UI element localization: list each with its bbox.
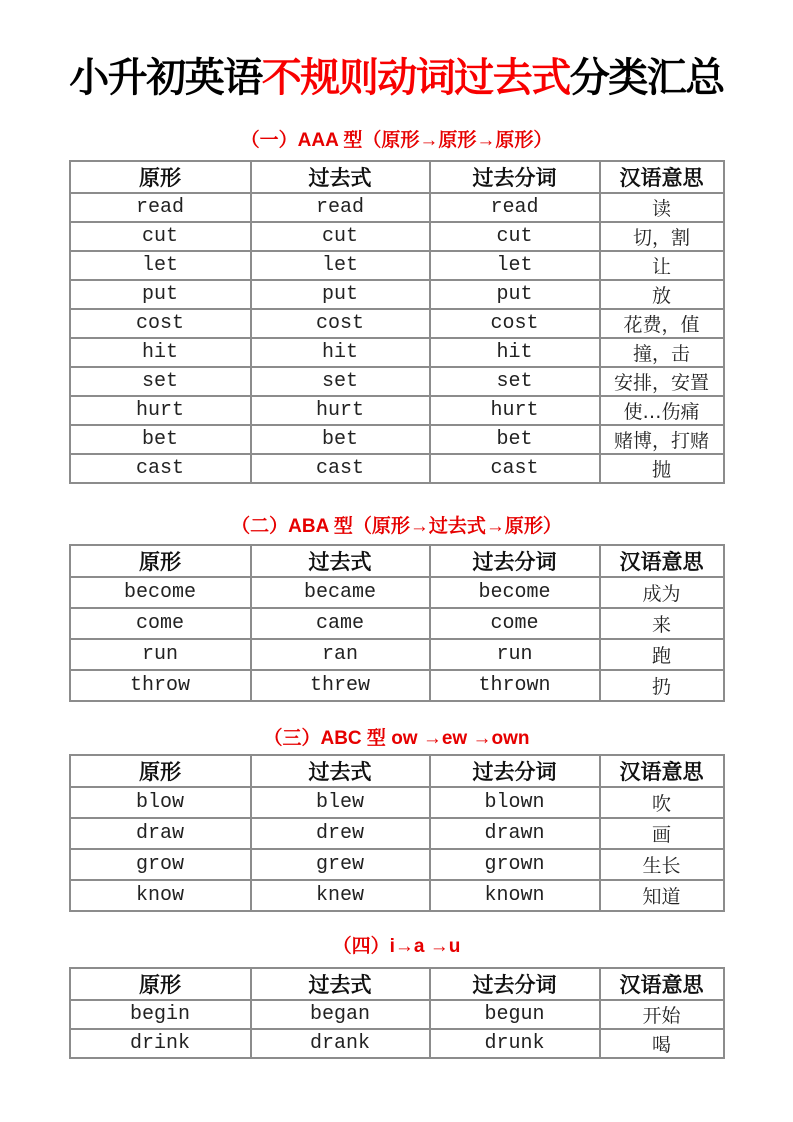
verb-table-aba bbox=[69, 544, 725, 702]
cell-past-participle: cast bbox=[430, 454, 600, 483]
cell-past-participle: thrown bbox=[430, 670, 600, 701]
col-header-past-participle: 过去分词 bbox=[430, 545, 600, 577]
cell-base-form: cost bbox=[70, 309, 251, 338]
table-row bbox=[70, 670, 724, 701]
cell-base-form: drink bbox=[70, 1029, 251, 1058]
col-header-past-tense: 过去式 bbox=[251, 161, 430, 193]
cell-past-tense: hit bbox=[251, 338, 430, 367]
col-header-past-participle: 过去分词 bbox=[430, 755, 600, 787]
page-title bbox=[0, 52, 793, 104]
col-header-past-participle: 过去分词 bbox=[430, 968, 600, 1000]
col-header-chinese-meaning: 汉语意思 bbox=[600, 545, 724, 577]
cell-meaning: 抛 bbox=[600, 454, 724, 483]
cell-meaning: 切，割 bbox=[600, 222, 724, 251]
cell-past-participle: cost bbox=[430, 309, 600, 338]
cell-past-participle: drawn bbox=[430, 818, 600, 849]
section-aaa-heading: （一）AAA 型（原形→原形→原形） bbox=[240, 130, 553, 151]
cell-base-form: know bbox=[70, 880, 251, 911]
header-row bbox=[70, 968, 724, 1000]
header-row bbox=[70, 161, 724, 193]
table-row bbox=[70, 193, 724, 222]
cell-meaning: 跑 bbox=[600, 639, 724, 670]
cell-past-tense: threw bbox=[251, 670, 430, 701]
cell-base-form: run bbox=[70, 639, 251, 670]
page-title-prefix: 小升初英语 bbox=[69, 56, 262, 100]
cell-meaning: 让 bbox=[600, 251, 724, 280]
section-aba-heading: （二）ABA 型（原形→过去式→原形） bbox=[231, 516, 562, 537]
cell-past-tense: came bbox=[251, 608, 430, 639]
table-row bbox=[70, 787, 724, 818]
table-row bbox=[70, 280, 724, 309]
col-header-past-tense: 过去式 bbox=[251, 545, 430, 577]
cell-past-tense: drew bbox=[251, 818, 430, 849]
cell-past-participle: let bbox=[430, 251, 600, 280]
cell-base-form: cast bbox=[70, 454, 251, 483]
section-aba bbox=[0, 514, 793, 702]
cell-meaning: 撞，击 bbox=[600, 338, 724, 367]
col-header-past-participle: 过去分词 bbox=[430, 161, 600, 193]
cell-meaning: 生长 bbox=[600, 849, 724, 880]
cell-past-participle: hit bbox=[430, 338, 600, 367]
cell-meaning: 成为 bbox=[600, 577, 724, 608]
col-header-base-form: 原形 bbox=[70, 545, 251, 577]
cell-past-tense: knew bbox=[251, 880, 430, 911]
cell-base-form: cut bbox=[70, 222, 251, 251]
section-i-a-u-heading: （四）i→a →u bbox=[332, 936, 461, 957]
table-row bbox=[70, 639, 724, 670]
cell-past-tense: hurt bbox=[251, 396, 430, 425]
cell-meaning: 使…伤痛 bbox=[600, 396, 724, 425]
header-row bbox=[70, 545, 724, 577]
cell-past-tense: became bbox=[251, 577, 430, 608]
cell-past-participle: become bbox=[430, 577, 600, 608]
table-row bbox=[70, 849, 724, 880]
cell-past-participle: read bbox=[430, 193, 600, 222]
col-header-chinese-meaning: 汉语意思 bbox=[600, 755, 724, 787]
cell-meaning: 来 bbox=[600, 608, 724, 639]
table-row bbox=[70, 1000, 724, 1029]
cell-past-participle: run bbox=[430, 639, 600, 670]
cell-base-form: hit bbox=[70, 338, 251, 367]
table-row bbox=[70, 309, 724, 338]
col-header-base-form: 原形 bbox=[70, 161, 251, 193]
cell-base-form: read bbox=[70, 193, 251, 222]
cell-past-participle: known bbox=[430, 880, 600, 911]
table-row bbox=[70, 577, 724, 608]
cell-base-form: draw bbox=[70, 818, 251, 849]
table-row bbox=[70, 608, 724, 639]
section-aaa bbox=[0, 128, 793, 484]
cell-meaning: 画 bbox=[600, 818, 724, 849]
col-header-past-tense: 过去式 bbox=[251, 755, 430, 787]
cell-past-participle: put bbox=[430, 280, 600, 309]
cell-meaning: 吹 bbox=[600, 787, 724, 818]
header-row bbox=[70, 755, 724, 787]
cell-past-tense: ran bbox=[251, 639, 430, 670]
cell-past-participle: begun bbox=[430, 1000, 600, 1029]
cell-meaning: 扔 bbox=[600, 670, 724, 701]
col-header-base-form: 原形 bbox=[70, 755, 251, 787]
cell-past-participle: drunk bbox=[430, 1029, 600, 1058]
table-row bbox=[70, 222, 724, 251]
cell-base-form: blow bbox=[70, 787, 251, 818]
table-row bbox=[70, 818, 724, 849]
table-row bbox=[70, 880, 724, 911]
cell-past-tense: cast bbox=[251, 454, 430, 483]
cell-past-participle: cut bbox=[430, 222, 600, 251]
section-abc-ow-heading: （三）ABC 型 ow →ew →own bbox=[263, 728, 530, 749]
cell-meaning: 喝 bbox=[600, 1029, 724, 1058]
cell-past-tense: let bbox=[251, 251, 430, 280]
cell-base-form: become bbox=[70, 577, 251, 608]
cell-base-form: put bbox=[70, 280, 251, 309]
cell-base-form: hurt bbox=[70, 396, 251, 425]
cell-base-form: begin bbox=[70, 1000, 251, 1029]
verb-table-abc-ow bbox=[69, 754, 725, 912]
table-row bbox=[70, 454, 724, 483]
cell-past-participle: set bbox=[430, 367, 600, 396]
cell-base-form: come bbox=[70, 608, 251, 639]
table-row bbox=[70, 251, 724, 280]
cell-past-participle: blown bbox=[430, 787, 600, 818]
cell-base-form: let bbox=[70, 251, 251, 280]
table-row bbox=[70, 1029, 724, 1058]
col-header-past-tense: 过去式 bbox=[251, 968, 430, 1000]
cell-past-tense: blew bbox=[251, 787, 430, 818]
cell-base-form: bet bbox=[70, 425, 251, 454]
cell-base-form: set bbox=[70, 367, 251, 396]
verb-table-aaa bbox=[69, 160, 725, 484]
cell-past-participle: bet bbox=[430, 425, 600, 454]
table-row bbox=[70, 367, 724, 396]
cell-meaning: 赌博，打赌 bbox=[600, 425, 724, 454]
section-abc-ow bbox=[0, 726, 793, 912]
cell-past-tense: cost bbox=[251, 309, 430, 338]
cell-meaning: 知道 bbox=[600, 880, 724, 911]
page-title-suffix: 分类汇总 bbox=[569, 56, 724, 100]
cell-past-participle: come bbox=[430, 608, 600, 639]
page-title-highlight: 不规则动词过去式 bbox=[261, 56, 570, 100]
cell-past-tense: read bbox=[251, 193, 430, 222]
cell-base-form: throw bbox=[70, 670, 251, 701]
cell-past-tense: bet bbox=[251, 425, 430, 454]
cell-meaning: 开始 bbox=[600, 1000, 724, 1029]
cell-past-tense: cut bbox=[251, 222, 430, 251]
cell-meaning: 花费，值 bbox=[600, 309, 724, 338]
cell-past-tense: put bbox=[251, 280, 430, 309]
cell-past-tense: grew bbox=[251, 849, 430, 880]
cell-past-tense: drank bbox=[251, 1029, 430, 1058]
table-row bbox=[70, 338, 724, 367]
col-header-chinese-meaning: 汉语意思 bbox=[600, 161, 724, 193]
cell-past-participle: hurt bbox=[430, 396, 600, 425]
cell-meaning: 安排，安置 bbox=[600, 367, 724, 396]
table-row bbox=[70, 396, 724, 425]
section-i-a-u bbox=[0, 934, 793, 1059]
col-header-chinese-meaning: 汉语意思 bbox=[600, 968, 724, 1000]
cell-past-tense: set bbox=[251, 367, 430, 396]
cell-meaning: 放 bbox=[600, 280, 724, 309]
table-row bbox=[70, 425, 724, 454]
cell-past-tense: began bbox=[251, 1000, 430, 1029]
cell-past-participle: grown bbox=[430, 849, 600, 880]
cell-meaning: 读 bbox=[600, 193, 724, 222]
col-header-base-form: 原形 bbox=[70, 968, 251, 1000]
cell-base-form: grow bbox=[70, 849, 251, 880]
verb-table-i-a-u bbox=[69, 967, 725, 1059]
